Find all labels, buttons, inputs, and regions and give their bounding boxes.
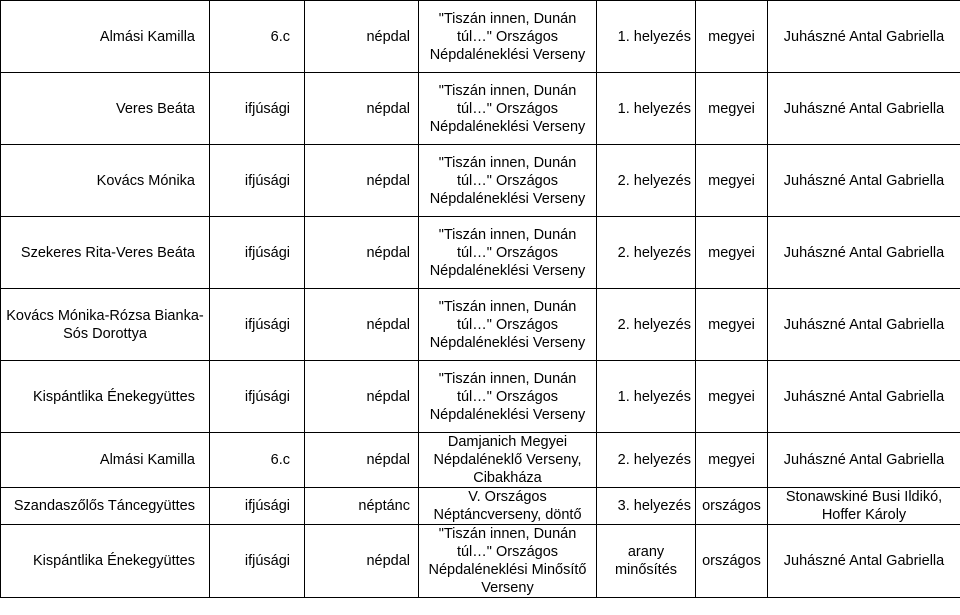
level-cell: megyei bbox=[696, 145, 768, 217]
placement-cell: 1. helyezés bbox=[597, 73, 696, 145]
teacher-cell: Juhászné Antal Gabriella bbox=[768, 1, 960, 73]
name-cell: Kovács Mónika bbox=[1, 145, 210, 217]
name-cell: Almási Kamilla bbox=[1, 1, 210, 73]
level-cell: országos bbox=[696, 525, 768, 598]
genre-cell: népdal bbox=[305, 361, 419, 433]
competition-cell: "Tiszán innen, Dunán túl…" Országos Népdaléneklési Minősítő Verseny bbox=[419, 525, 597, 598]
teacher-cell: Juhászné Antal Gabriella bbox=[768, 525, 960, 598]
competition-cell: "Tiszán innen, Dunán túl…" Országos Népdaléneklési Verseny bbox=[419, 217, 597, 289]
genre-cell: népdal bbox=[305, 145, 419, 217]
genre-cell: népdal bbox=[305, 525, 419, 598]
teacher-cell: Juhászné Antal Gabriella bbox=[768, 73, 960, 145]
teacher-cell: Juhászné Antal Gabriella bbox=[768, 145, 960, 217]
competition-cell: "Tiszán innen, Dunán túl…" Országos Népdaléneklési Verseny bbox=[419, 1, 597, 73]
table-row bbox=[1, 1, 960, 73]
placement-cell: 2. helyezés bbox=[597, 217, 696, 289]
category-cell: ifjúsági bbox=[210, 361, 305, 433]
competition-cell: "Tiszán innen, Dunán túl…" Országos Népdaléneklési Verseny bbox=[419, 73, 597, 145]
placement-cell: arany minősítés bbox=[597, 525, 696, 598]
category-cell: ifjúsági bbox=[210, 145, 305, 217]
name-cell: Szandaszőlős Táncegyüttes bbox=[1, 488, 210, 525]
table-row bbox=[1, 73, 960, 145]
table-row bbox=[1, 145, 960, 217]
placement-cell: 3. helyezés bbox=[597, 488, 696, 525]
placement-cell: 2. helyezés bbox=[597, 289, 696, 361]
level-cell: megyei bbox=[696, 217, 768, 289]
table-row bbox=[1, 361, 960, 433]
teacher-cell: Juhászné Antal Gabriella bbox=[768, 217, 960, 289]
table-row bbox=[1, 488, 960, 525]
level-cell: megyei bbox=[696, 289, 768, 361]
competition-cell: "Tiszán innen, Dunán túl…" Országos Népdaléneklési Verseny bbox=[419, 361, 597, 433]
category-cell: ifjúsági bbox=[210, 289, 305, 361]
category-cell: ifjúsági bbox=[210, 73, 305, 145]
name-cell: Kispántlika Énekegyüttes bbox=[1, 361, 210, 433]
level-cell: országos bbox=[696, 488, 768, 525]
placement-cell: 2. helyezés bbox=[597, 433, 696, 488]
genre-cell: népdal bbox=[305, 1, 419, 73]
placement-cell: 1. helyezés bbox=[597, 361, 696, 433]
teacher-cell: Juhászné Antal Gabriella bbox=[768, 289, 960, 361]
table-row bbox=[1, 217, 960, 289]
genre-cell: népdal bbox=[305, 217, 419, 289]
table-row bbox=[1, 289, 960, 361]
category-cell: ifjúsági bbox=[210, 525, 305, 598]
category-cell: 6.c bbox=[210, 433, 305, 488]
level-cell: megyei bbox=[696, 361, 768, 433]
teacher-cell: Juhászné Antal Gabriella bbox=[768, 361, 960, 433]
level-cell: megyei bbox=[696, 433, 768, 488]
competition-cell: V. Országos Néptáncverseny, döntő bbox=[419, 488, 597, 525]
category-cell: ifjúsági bbox=[210, 488, 305, 525]
level-cell: megyei bbox=[696, 1, 768, 73]
name-cell: Kovács Mónika-Rózsa Bianka-Sós Dorottya bbox=[1, 289, 210, 361]
competition-cell: "Tiszán innen, Dunán túl…" Országos Népdaléneklési Verseny bbox=[419, 289, 597, 361]
table-row bbox=[1, 433, 960, 488]
competition-cell: "Tiszán innen, Dunán túl…" Országos Népdaléneklési Verseny bbox=[419, 145, 597, 217]
genre-cell: népdal bbox=[305, 289, 419, 361]
name-cell: Kispántlika Énekegyüttes bbox=[1, 525, 210, 598]
table-row bbox=[1, 525, 960, 598]
name-cell: Szekeres Rita-Veres Beáta bbox=[1, 217, 210, 289]
teacher-cell: Stonawskiné Busi Ildikó, Hoffer Károly bbox=[768, 488, 960, 525]
level-cell: megyei bbox=[696, 73, 768, 145]
genre-cell: népdal bbox=[305, 73, 419, 145]
genre-cell: népdal bbox=[305, 433, 419, 488]
placement-cell: 1. helyezés bbox=[597, 1, 696, 73]
category-cell: 6.c bbox=[210, 1, 305, 73]
genre-cell: néptánc bbox=[305, 488, 419, 525]
name-cell: Veres Beáta bbox=[1, 73, 210, 145]
competition-cell: Damjanich Megyei Népdaléneklő Verseny, Cibakháza bbox=[419, 433, 597, 488]
placement-cell: 2. helyezés bbox=[597, 145, 696, 217]
category-cell: ifjúsági bbox=[210, 217, 305, 289]
teacher-cell: Juhászné Antal Gabriella bbox=[768, 433, 960, 488]
name-cell: Almási Kamilla bbox=[1, 433, 210, 488]
